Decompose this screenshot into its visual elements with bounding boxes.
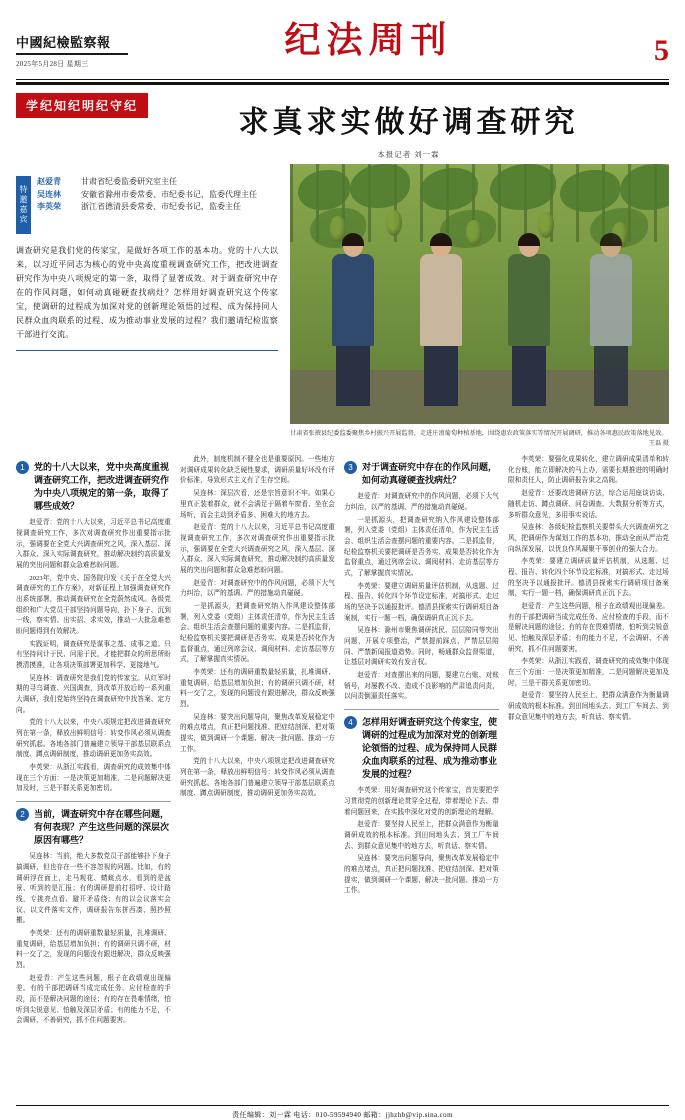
issue-date: 2025年5月28日 星期三 [16,60,89,69]
hair-shape [518,233,540,246]
torso-shape [508,254,550,346]
legs-shape [594,346,628,406]
headline-block [16,93,669,160]
paragraph: 赵爱青：要坚持人民至上，把群众满意作为衡量调研成效的根本标准。到田间地头去、到工厂车间去、到群众意见集中的地方去，听真话、察实情。 [508,692,669,721]
brand-title: 中國紀檢監察報 [16,35,111,50]
masthead-right [609,22,669,66]
paragraph: 吴连林：当前，绝大多数党员干部能够扑下身子搞调研，但也存在一些不容忽视的问题。比如，有的调研浮在面上，走马观花、蜻蜓点水，看到的是盆景、听到的是汇报；有的调研提前打招呼、设计路线，专挑亮点看、避开矛盾绕；有的以会议落实会议、以文件落实文件，调研报告东拼西凑、照抄照搬。 [16,853,171,925]
paragraph: 吴连林：要突出问题导向，聚焦改革发展稳定中的难点堵点，真正把问题找准、把症结剖深、把对策提实，做到调研一个课题、解决一批问题、推动一方工作。 [180,713,335,753]
lead-paragraph: 调查研究是我们党的传家宝，是做好各项工作的基本功。党的十八大以来，以习近平同志为核心的党中央高度重视调查研究工作，把改进调查研究作为中央八项规定的第一条，取得了显著成效。对于调查研究中存在的作风问题，如何动真碰硬查找病灶？怎样用好调查研究这个传家宝，使调研的过程成为加深对党的创新理论领悟的过程、成为保持同人民群众血肉联系的过程、成为推动事业发展的过程？我们邀请纪检监察干部进行交流。 [16,246,278,340]
photo-person-right [508,235,550,406]
question-number: 4 [344,716,357,729]
headline-wrap [148,97,669,160]
paragraph: 2023年，党中央、国务院印发《关于在全党大兴调查研究的工作方案》，对新征程上加强调查研究作出系统部署，推动调查研究在全党蔚然成风。各级党组织和广大党员干部坚持问题导向，扑下身子、沉到一线，察实情、出实招、求实效，推动一大批急难愁盼问题得到有效解决。 [16,574,171,636]
question-2 [16,808,171,847]
question-number: 3 [344,461,357,474]
news-photo [290,164,669,424]
paragraph: 赵爱青：对调查研究中的作风问题，必须下大气力纠治，以严的基调、严的措施动真碰硬。 [180,579,335,598]
paragraph: 吴连林：深层次看，还是宗旨意识不牢。如果心里真正装着群众，就不会满足于隔着车窗看、坐在会场听，而会主动到矛盾多、困难大的地方去。 [180,490,335,519]
question-text: 党的十八大以来，党中央高度重视调查研究工作，把改进调查研究作为中央八项规定的第一条，取得了哪些成效？ [34,462,170,512]
question-4 [344,716,499,781]
guest-row [37,201,278,213]
guest-title: 浙江省德清县委常委、市纪委书记，监委主任 [81,202,241,212]
paragraph: 李英荣：用好调查研究这个传家宝，首先要把学习贯彻党的创新理论贯穿全过程，带着理论下去、带着问题回来，在实践中深化对党的创新理论的理解。 [344,787,499,816]
paragraph: 李英荣：要强化成果转化，建立调研成果清单和转化台账，能立即解决的马上办，需要长期推进的明确时限和责任人，防止调研报告束之高阁。 [508,456,669,485]
footer-contact: 责任编辑：刘一霖 电话：010-59594940 邮箱：jjhzhb@vip.sina.com [232,1111,453,1120]
photo-caption-text: 甘肃省张掖县纪委监委聚焦乡村振兴开展监督，走进庄浪葡萄种植基地，围绕惠农政策落实等情况开展调研，推动各项惠民政策落地见效。 [290,430,668,438]
guest-row [37,176,278,188]
paragraph: 赵爱青：党的十八大以来，习近平总书记高度重视调查研究工作，多次对调查研究作出重要指示批示，强调要在全党大兴调查研究之风，深入基层、深入群众、深入实际调查研究，推动解决制约高质量发展的突出问题和群众急难愁盼问题。 [16,519,171,570]
paragraph: 李英荣：从浙江实践看，调查研究的成效集中体现在三个方面：一是决策更加精准，二是问题解决更加及时，三是干群关系更加密切。 [508,658,669,687]
question-text: 对于调查研究中存在的作风问题，如何动真碰硬查找病灶？ [362,462,498,486]
column-divider [16,801,171,802]
section-banner: 学纪知纪明纪守纪 [16,93,148,118]
paragraph: 党的十八大以来，中央八项规定把改进调查研究列在第一条，释放出鲜明信号：转变作风必须从调查研究抓起。各地各部门普遍建立领导干部基层联系点制度、蹲点调研制度，推动调研更加务实高效。 [16,719,171,759]
paragraph: 李英荣：还有的调研重数量轻质量，扎堆调研、重复调研，给基层增加负担；有的调研只调不研，材料一交了之，发现的问题没有跟进解决，群众反映强烈。 [16,929,171,969]
page-title: 求真求实做好调查研究 [238,106,579,140]
paragraph: 赵爱青：还要改进调研方法，综合运用座谈访谈、随机走访、蹲点调研、问卷调查、大数据分析等方式，多听群众意见，多用事实说话。 [508,490,669,519]
guest-title: 甘肃省纪委监委研究室主任 [81,177,177,187]
photo-person-background [590,235,632,406]
guest-name: 吴连林 [37,189,61,199]
torso-shape [332,254,374,346]
paragraph: 李英荣：从浙江实践看，调查研究的成效集中体现在三个方面：一是决策更加精准，二是问题解决更加及时，三是干群关系更加密切。 [16,764,171,793]
paragraph: 赵爱青：产生这些问题，根子在政绩观出现偏差。有的干部把调研当成完成任务、应付检查的手段，而不是解决问题的途径；有的存在畏难情绪，怕听到尖锐意见、怕触及深层矛盾；有的能力不足，不会调研、不善研究，抓不住问题要害。 [16,974,171,1025]
paragraph: 赵爱青：要坚持人民至上，把群众满意作为衡量调研成效的根本标准。到田间地头去、到工厂车间去、到群众意见集中的地方去，听真话、察实情。 [344,821,499,850]
guest-title: 安徽省滁州市委常委、市纪委书记，监委代理主任 [81,189,257,199]
hair-shape [600,233,622,246]
paragraph: 赵爱青：党的十八大以来，习近平总书记高度重视调查研究工作，多次对调查研究作出重要指示批示，强调要在全党大兴调查研究之风，深入基层、深入群众、深入实际调查研究，推动解决制约高质量发展的突出问题和群众急难愁盼问题。 [180,524,335,574]
guest-row [37,189,278,201]
photo-caption [290,429,669,448]
supplement-title: 纪法周刊 [284,19,453,61]
question-1 [16,461,171,513]
photo-block [290,164,669,449]
question-text: 怎样用好调查研究这个传家宝，使调研的过程成为加深对党的创新理论领悟的过程、成为保持同人民群众血肉联系的过程、成为推动事业发展的过程？ [362,717,498,780]
masthead-rule-bottom [16,82,669,85]
article-column-3 [344,455,499,1097]
question-text: 当前，调查研究中存在哪些问题，有何表现？产生这些问题的深层次原因有哪些？ [34,809,170,846]
masthead-center [128,19,609,61]
paragraph: 李英荣：要建立调研质量评估机制，从选题、过程、报告、转化四个环节设定标准，对搞形式、走过场的坚决予以通报批评。德清县探索实行调研项目备案制，实行一题一档，确保调研真正沉下去。 [344,582,499,622]
lead-divider [16,350,278,351]
article-column-4 [508,455,669,1097]
guest-list [16,176,278,234]
article-body [16,455,669,1097]
newspaper-brand [16,22,128,69]
article-column-2 [180,455,335,1097]
question-number: 2 [16,808,29,821]
paragraph: 一是抓源头，把调查研究纳入作风建设整体部署，列入党委（党组）主体责任清单，作为民主生活会、组织生活会查摆问题的重要内容。二是抓监督，纪检监察机关要把调研是否务实、成果是否转化作为监督重点，通过列席会议、调阅材料、走访基层等方式，了解掌握真实情况。 [344,516,499,577]
photo-credit: 王磊 摄 [648,440,669,448]
paragraph: 此外，制度机制不健全也是重要原因。一些地方对调研成果转化缺乏硬性要求，调研质量好坏没有评价标准，导致形式主义有了生存空间。 [180,456,335,485]
byline: 本报记者 刘一霖 [377,150,440,160]
legs-shape [424,346,458,406]
hair-shape [342,233,364,246]
page-number: 5 [654,34,669,67]
paragraph: 吴连林：调查研究是我们党的传家宝。从红军时期的寻乌调查、兴国调查，到改革开放后的一系列重大调研，我们党始终坚持在调查研究中找答案、定方向。 [16,674,171,714]
masthead-rule-top [16,79,669,80]
torso-shape [420,254,462,346]
guest-entries [37,176,278,213]
guest-list-label: 特邀嘉宾 [16,176,31,234]
paragraph: 吴连林：滁州市聚焦调研扰民、层层陪同等突出问题，开展专项整治，严禁提前踩点、严禁层层陪同、严禁新闻报道造势。同时，畅通群众监督渠道，让基层对调研实效有发言权。 [344,627,499,667]
paragraph: 吴连林：各级纪检监察机关要带头大兴调查研究之风，把调研作为谋划工作的基本功，推动全面从严治党向纵深发展，以优良作风凝聚干事创业的强大合力。 [508,524,669,553]
torso-shape [590,254,632,346]
paragraph: 赵爱青：产生这些问题，根子在政绩观出现偏差。有的干部把调研当成完成任务、应付检查的手段，而不是解决问题的途径；有的存在畏难情绪，怕听到尖锐意见、怕触及深层矛盾；有的能力不足，不会调研、不善研究，抓不住问题要害。 [508,602,669,653]
paragraph: 赵爱青：对查摆出来的问题，要建立台账、对账销号，对屡教不改、造成不良影响的严肃追责问责，以问责倒逼责任落实。 [344,671,499,701]
intro-photo-row [16,164,669,449]
paragraph: 李英荣：还有的调研重数量轻质量，扎堆调研、重复调研，给基层增加负担；有的调研只调不研，材料一交了之，发现的问题没有跟进解决，群众反映强烈。 [180,668,335,708]
article-column-1 [16,455,171,1097]
paragraph: 吴连林：要突出问题导向，聚焦改革发展稳定中的难点堵点，真正把问题找准、把症结剖深、把对策提实，做到调研一个课题、解决一批问题、推动一方工作。 [344,855,499,895]
hair-shape [430,233,452,246]
masthead [16,0,669,69]
guest-name: 李英荣 [37,202,61,212]
intro-block [16,164,278,449]
paragraph: 党的十八大以来，中央八项规定把改进调查研究列在第一条，释放出鲜明信号：转变作风必须从调查研究抓起。各地各部门普遍建立领导干部基层联系点制度、蹲点调研制度，推动调研更加务实高效。 [180,758,335,798]
legs-shape [512,346,546,406]
question-3 [344,461,499,487]
paragraph: 李英荣：要建立调研质量评估机制，从选题、过程、报告、转化四个环节设定标准，对搞形式、走过场的坚决予以通报批评。德清县探索实行调研项目备案制，实行一题一档，确保调研真正沉下去。 [508,558,669,598]
question-number: 1 [16,461,29,474]
photo-person-left [332,235,374,406]
photo-person-middle [420,235,462,406]
paragraph: 实践证明，调查研究是谋事之基、成事之道。只有坚持问计于民、问需于民，才能把群众的所思所盼摸清摸准，让各项决策部署更加科学、更接地气。 [16,640,171,670]
paragraph: 赵爱青：对调查研究中的作风问题，必须下大气力纠治，以严的基调、严的措施动真碰硬。 [344,493,499,511]
paragraph: 一是抓源头，把调查研究纳入作风建设整体部署，列入党委（党组）主体责任清单，作为民主生活会、组织生活会查摆问题的重要内容。二是抓监督，纪检监察机关要把调研是否务实、成果是否转化作为监督重点，通过列席会议、调阅材料、走访基层等方式，了解掌握真实情况。 [180,602,335,664]
column-divider [344,709,499,710]
guest-name: 赵爱青 [37,177,61,187]
legs-shape [336,346,370,406]
brand-divider [16,53,128,55]
